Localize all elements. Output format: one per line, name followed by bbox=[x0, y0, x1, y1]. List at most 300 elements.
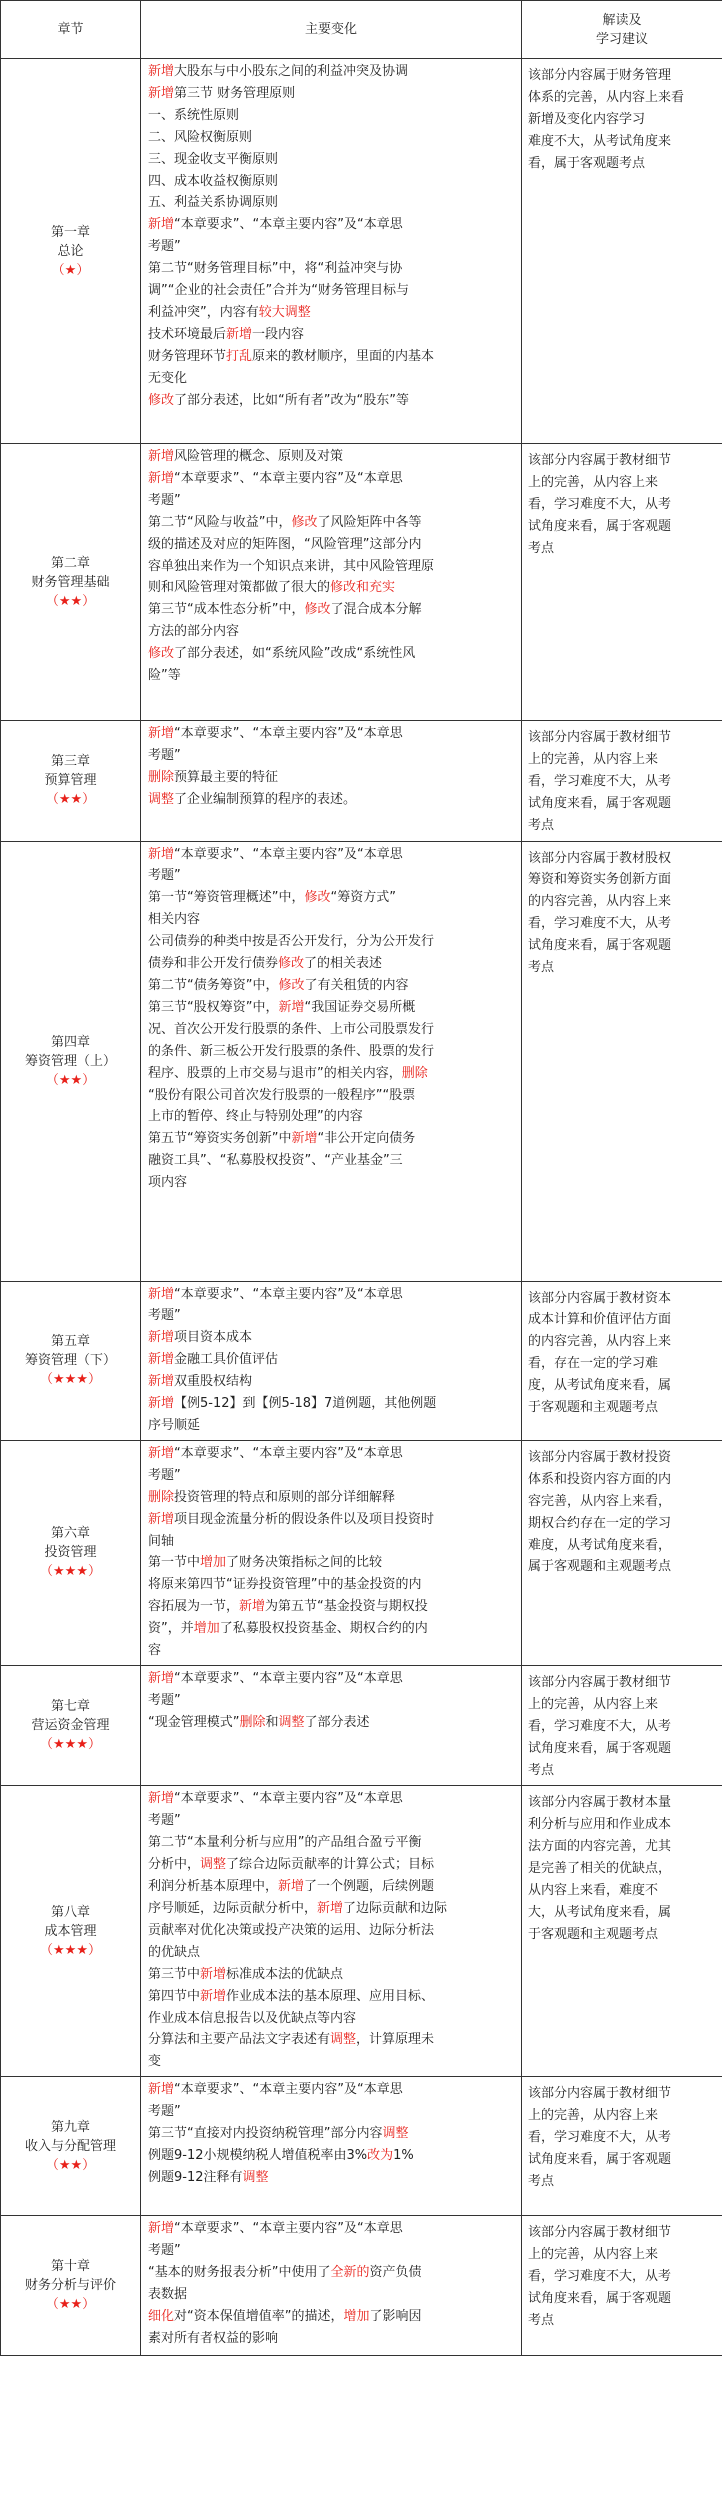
changes-cell bbox=[141, 841, 522, 1281]
change-keyword: 新增 bbox=[200, 1988, 227, 2004]
importance-stars: （★） bbox=[51, 262, 90, 278]
change-line bbox=[148, 887, 516, 909]
change-line bbox=[148, 236, 516, 258]
change-text: “本章要求”、“本章主要内容”及“本章思 bbox=[174, 1445, 403, 1461]
advice-line: 试角度来看，属于客观题 bbox=[528, 795, 672, 811]
change-text: 了有关租赁的内容 bbox=[304, 977, 409, 993]
advice-line: 考点 bbox=[528, 2173, 555, 2189]
change-text: 表数据 bbox=[148, 2286, 188, 2302]
change-line bbox=[148, 1832, 516, 1854]
change-line bbox=[148, 2306, 516, 2328]
change-line bbox=[148, 975, 516, 997]
advice-line: 考点 bbox=[528, 2312, 555, 2328]
changes-cell bbox=[141, 721, 522, 842]
change-line bbox=[148, 577, 516, 599]
table-row bbox=[1, 444, 722, 721]
table-row bbox=[1, 1440, 722, 1665]
change-text: 考题” bbox=[148, 747, 181, 763]
change-text: 例题9-12注释有 bbox=[148, 2169, 243, 2185]
chapter-title: 第五章 bbox=[50, 1334, 90, 1350]
change-text: 三、现金收支平衡原则 bbox=[148, 151, 279, 167]
change-line bbox=[148, 1415, 516, 1437]
change-line bbox=[148, 1920, 516, 1942]
advice-line: 看，学习难度不大，从考 bbox=[528, 916, 672, 932]
change-line bbox=[148, 2218, 516, 2240]
change-line bbox=[148, 534, 516, 556]
change-text: 第二节“债务筹资”中， bbox=[148, 977, 279, 993]
change-text: 考题” bbox=[148, 868, 181, 884]
changes-cell bbox=[141, 1786, 522, 2077]
change-line bbox=[148, 1019, 516, 1041]
change-text: 间轴 bbox=[148, 1533, 175, 1549]
advice-line: 于客观题和主观题考点 bbox=[528, 1926, 659, 1942]
advice-line: 上的完善，从内容上来 bbox=[528, 474, 659, 490]
change-text: 了私募股权投资基金、期权合约的内 bbox=[219, 1621, 428, 1637]
change-line bbox=[148, 1509, 516, 1531]
change-line bbox=[148, 643, 516, 665]
change-text: 四、成本收益权衡原则 bbox=[148, 173, 279, 189]
changes-cell bbox=[141, 2077, 522, 2216]
advice-line: 该部分内容属于教材资本 bbox=[528, 1290, 672, 1306]
advice-line: 看，属于客观题考点 bbox=[528, 155, 646, 171]
advice-line: 难度不大，从考试角度来 bbox=[528, 133, 672, 149]
change-text: 第三节 财务管理原则 bbox=[174, 85, 296, 101]
change-line bbox=[148, 83, 516, 105]
change-keyword: 新增 bbox=[200, 1966, 227, 1982]
advice-line: 看，学习难度不大，从考 bbox=[528, 773, 672, 789]
change-keyword: 新增 bbox=[148, 1511, 175, 1527]
header-advice-line: 解读及 bbox=[602, 12, 642, 28]
change-text: 无变化 bbox=[148, 370, 188, 386]
change-text: 一、系统性原则 bbox=[148, 107, 240, 123]
advice-line: 从内容上来看，难度不 bbox=[528, 1883, 659, 1899]
advice-line: 看，学习难度不大，从考 bbox=[528, 1718, 672, 1734]
change-text: 了部分表述，如“系统风险”改成“系统性风 bbox=[174, 646, 416, 662]
change-keyword: 新增 bbox=[278, 1879, 305, 1895]
advice-line: 该部分内容属于教材细节 bbox=[528, 2086, 672, 2102]
change-text: 第四节中 bbox=[148, 1988, 201, 2004]
change-line bbox=[148, 324, 516, 346]
changes-cell bbox=[141, 2216, 522, 2356]
change-text: 考题” bbox=[148, 239, 181, 255]
change-line bbox=[148, 105, 516, 127]
change-text: 考题” bbox=[148, 1813, 181, 1829]
chapter-cell bbox=[1, 444, 141, 721]
change-line bbox=[148, 723, 516, 745]
change-text: 一段内容 bbox=[252, 326, 305, 342]
chapter-title: 第四章 bbox=[50, 1034, 90, 1050]
change-line bbox=[148, 1788, 516, 1810]
change-line bbox=[148, 149, 516, 171]
change-keyword: 新增 bbox=[148, 726, 175, 741]
change-line bbox=[148, 931, 516, 953]
change-text: 第一节中 bbox=[148, 1555, 201, 1571]
change-text: 容拓展为一节， bbox=[148, 1599, 240, 1615]
advice-cell bbox=[522, 1786, 722, 2077]
change-line bbox=[148, 1690, 516, 1712]
advice-line: 上的完善，从内容上来 bbox=[528, 2247, 659, 2263]
advice-line: 该部分内容属于教材股权 bbox=[528, 850, 672, 866]
advice-line: 于客观题和主观题考点 bbox=[528, 1400, 659, 1416]
change-line bbox=[148, 1284, 516, 1306]
chapter-cell bbox=[1, 1786, 141, 2077]
change-text: 考题” bbox=[148, 1692, 181, 1708]
advice-line: 该部分内容属于教材细节 bbox=[528, 1674, 672, 1690]
header-changes: 主要变化 bbox=[141, 1, 522, 59]
change-keyword: 改为 bbox=[367, 2147, 394, 2163]
advice-line: 筹资和筹资实务创新方面 bbox=[528, 872, 672, 888]
change-line bbox=[148, 1986, 516, 2008]
advice-line: 体系的完善，从内容上来看 bbox=[528, 89, 685, 105]
chapter-title: 营运资金管理 bbox=[31, 1718, 110, 1734]
chapter-title: 第七章 bbox=[50, 1699, 90, 1715]
table-row bbox=[1, 1665, 722, 1786]
change-text: 对“资本保值增值率”的描述， bbox=[174, 2308, 344, 2324]
change-line bbox=[148, 258, 516, 280]
change-keyword: 新增 bbox=[148, 1352, 175, 1368]
change-line bbox=[148, 865, 516, 887]
change-text: 第三节“直接对内投资纳税管理”部分内容 bbox=[148, 2126, 383, 2142]
advice-cell bbox=[522, 1665, 722, 1786]
change-keyword: 新增 bbox=[148, 2221, 175, 2237]
change-line bbox=[148, 2328, 516, 2350]
change-line bbox=[148, 953, 516, 975]
chapter-title: 第八章 bbox=[50, 1904, 90, 1920]
change-keyword: 修改 bbox=[148, 392, 175, 408]
advice-line: 考点 bbox=[528, 960, 555, 976]
table-row bbox=[1, 721, 722, 842]
change-text: 将原来第四节“证券投资管理”中的基金投资的内 bbox=[148, 1577, 422, 1593]
change-keyword: 较大调整 bbox=[258, 304, 311, 320]
change-keyword: 新增 bbox=[148, 1374, 175, 1390]
change-line bbox=[148, 1531, 516, 1553]
change-text: “本章要求”、“本章主要内容”及“本章思 bbox=[174, 217, 403, 233]
change-keyword: 细化 bbox=[148, 2308, 175, 2324]
advice-line: 看，存在一定的学习难 bbox=[528, 1356, 659, 1372]
change-keyword: 新增 bbox=[148, 1670, 175, 1686]
advice-line: 上的完善，从内容上来 bbox=[528, 2108, 659, 2124]
change-text: 项目资本成本 bbox=[174, 1330, 253, 1346]
change-keyword: 修改 bbox=[291, 514, 318, 530]
change-text: “股份有限公司首次发行股票的一般程序”“股票 bbox=[148, 1087, 416, 1103]
change-line bbox=[148, 1596, 516, 1618]
change-line bbox=[148, 1810, 516, 1832]
change-keyword: 新增 bbox=[226, 326, 253, 342]
change-text: 素对所有者权益的影响 bbox=[148, 2330, 279, 2346]
advice-cell bbox=[522, 2216, 722, 2356]
change-text: 考题” bbox=[148, 492, 181, 508]
advice-line: 期权合约存在一定的学习 bbox=[528, 1515, 672, 1531]
importance-stars: （★★★） bbox=[40, 1737, 101, 1753]
change-line bbox=[148, 1712, 516, 1734]
change-text: 第三节中 bbox=[148, 1966, 201, 1982]
chapter-title: 第三章 bbox=[50, 754, 90, 770]
advice-line: 该部分内容属于财务管理 bbox=[528, 68, 672, 83]
change-line bbox=[148, 2145, 516, 2167]
change-line bbox=[148, 909, 516, 931]
change-text: 程序、股票的上市交易与退市”的相关内容， bbox=[148, 1065, 402, 1081]
change-text: 债券和非公开发行债券 bbox=[148, 956, 279, 972]
change-text: 调”“企业的社会责任”合并为“财务管理目标与 bbox=[148, 283, 409, 299]
change-text: “非公开定向债务 bbox=[317, 1131, 416, 1147]
change-line bbox=[148, 2167, 516, 2189]
change-keyword: 修改 bbox=[278, 956, 305, 972]
change-keyword: 新增 bbox=[148, 2082, 175, 2098]
change-text: 了部分表述，比如“所有者”改为“股东”等 bbox=[174, 392, 409, 408]
change-line bbox=[148, 2101, 516, 2123]
change-text: 利益冲突”，内容有 bbox=[148, 304, 259, 320]
change-line bbox=[148, 1574, 516, 1596]
change-line bbox=[148, 2051, 516, 2073]
change-line bbox=[148, 61, 516, 83]
header-chapter: 章节 bbox=[1, 1, 141, 59]
change-line bbox=[148, 1552, 516, 1574]
changes-cell bbox=[141, 1281, 522, 1440]
change-text: 方法的部分内容 bbox=[148, 624, 240, 640]
change-text: 分析中， bbox=[148, 1857, 201, 1873]
change-keyword: 新增 bbox=[148, 1791, 175, 1807]
importance-stars: （★★★） bbox=[40, 1372, 101, 1388]
change-line bbox=[148, 1465, 516, 1487]
change-text: 则和风险管理对策都做了很大的 bbox=[148, 580, 331, 596]
chapter-title: 第九章 bbox=[50, 2119, 90, 2135]
advice-line: 法方面的内容完善，尤其 bbox=[528, 1839, 672, 1855]
change-keyword: 删除 bbox=[148, 769, 175, 785]
advice-line: 难度，从考试角度来看， bbox=[528, 1537, 672, 1553]
change-text: 贡献率对优化决策或投产决策的运用、边际分析法 bbox=[148, 1922, 435, 1938]
chapter-title: 第一章 bbox=[50, 224, 90, 240]
change-keyword: 新增 bbox=[148, 470, 175, 486]
change-text: 相关内容 bbox=[148, 912, 201, 928]
change-keyword: 删除 bbox=[401, 1065, 428, 1081]
change-text: 第三节“股权筹资”中， bbox=[148, 999, 279, 1015]
change-line bbox=[148, 1041, 516, 1063]
change-text: 第二节“财务管理目标”中，将“利益冲突与协 bbox=[148, 261, 403, 277]
advice-line: 该部分内容属于教材本量 bbox=[528, 1795, 672, 1811]
change-text: 金融工具价值评估 bbox=[174, 1352, 279, 1368]
change-text: “本章要求”、“本章主要内容”及“本章思 bbox=[174, 1286, 403, 1302]
changes-cell bbox=[141, 1440, 522, 1665]
importance-stars: （★★） bbox=[45, 792, 96, 808]
change-keyword: 修改和充实 bbox=[330, 580, 396, 596]
change-text: 财务管理环节 bbox=[148, 348, 227, 364]
advice-cell bbox=[522, 2077, 722, 2216]
advice-line: 利分析与应用和作业成本 bbox=[528, 1817, 672, 1833]
chapter-cell bbox=[1, 2216, 141, 2356]
change-text: 序号顺延 bbox=[148, 1417, 201, 1433]
advice-line: 该部分内容属于教材细节 bbox=[528, 453, 672, 468]
importance-stars: （★★） bbox=[45, 2157, 96, 2173]
advice-line: 上的完善，从内容上来 bbox=[528, 1696, 659, 1712]
importance-stars: （★★★） bbox=[40, 1564, 101, 1580]
change-line bbox=[148, 302, 516, 324]
table-row bbox=[1, 1786, 722, 2077]
change-text: 投资管理的特点和原则的部分详细解释 bbox=[174, 1489, 396, 1505]
chapter-title: 预算管理 bbox=[44, 773, 97, 789]
change-text: 二、风险权衡原则 bbox=[148, 129, 253, 145]
change-text: 双重股权结构 bbox=[174, 1374, 253, 1390]
change-line bbox=[148, 1618, 516, 1640]
change-text: 利润分析基本原理中， bbox=[148, 1879, 279, 1895]
change-text: 了企业编制预算的程序的表述。 bbox=[174, 791, 357, 807]
change-text: 融资工具”、“私募股权投资”、“产业基金”三 bbox=[148, 1153, 403, 1169]
chapter-title: 筹资管理（上） bbox=[24, 1053, 116, 1069]
importance-stars: （★★） bbox=[45, 593, 96, 609]
change-text: 考题” bbox=[148, 2104, 181, 2120]
change-text: 为第五节“基金投资与期权投 bbox=[265, 1599, 428, 1615]
change-keyword: 新增 bbox=[148, 1396, 175, 1412]
change-text: 分算法和主要产品法文字表述有 bbox=[148, 2032, 331, 2048]
change-text: 了财务决策指标之间的比较 bbox=[226, 1555, 383, 1571]
change-text: 公司债券的种类中按是否公开发行，分为公开发行 bbox=[148, 934, 435, 950]
advice-line: 考点 bbox=[528, 817, 555, 833]
header-advice bbox=[522, 1, 722, 59]
advice-cell bbox=[522, 841, 722, 1281]
change-text: ，计算原理未 bbox=[356, 2032, 435, 2048]
change-text: 标准成本法的优缺点 bbox=[226, 1966, 344, 1982]
change-text: “本章要求”、“本章主要内容”及“本章思 bbox=[174, 726, 403, 741]
change-text: 原来的教材顺序，里面的内基本 bbox=[252, 348, 435, 364]
change-keyword: 调整 bbox=[382, 2126, 409, 2142]
change-text: 容 bbox=[148, 1643, 162, 1659]
change-text: 了的相关表述 bbox=[304, 956, 383, 972]
advice-line: 容完善，从内容上来看， bbox=[528, 1493, 672, 1509]
advice-line: 新增及变化内容学习 bbox=[528, 111, 646, 127]
change-line bbox=[148, 490, 516, 512]
advice-cell bbox=[522, 1440, 722, 1665]
advice-line: 考点 bbox=[528, 540, 555, 556]
change-line bbox=[148, 1668, 516, 1690]
change-text: “现金管理模式” bbox=[148, 1714, 240, 1730]
change-text: 序号顺延，边际贡献分析中， bbox=[148, 1901, 318, 1916]
change-line bbox=[148, 2123, 516, 2145]
change-keyword: 调整 bbox=[148, 791, 175, 807]
change-line bbox=[148, 368, 516, 390]
change-text: 了影响因 bbox=[369, 2308, 422, 2324]
advice-cell bbox=[522, 721, 722, 842]
change-text: 变 bbox=[148, 2054, 162, 2070]
change-text: 况、首次公开发行股票的条件、上市公司股票发行 bbox=[148, 1021, 435, 1037]
change-keyword: 调整 bbox=[242, 2169, 269, 2185]
change-line bbox=[148, 1063, 516, 1085]
chapter-cell bbox=[1, 721, 141, 842]
chapter-cell bbox=[1, 2077, 141, 2216]
table-row bbox=[1, 59, 722, 444]
advice-line: 该部分内容属于教材细节 bbox=[528, 730, 672, 745]
change-text: 技术环境最后 bbox=[148, 326, 227, 342]
change-line bbox=[148, 1898, 516, 1920]
advice-line: 成本计算和价值评估方面 bbox=[528, 1312, 672, 1328]
change-line bbox=[148, 1964, 516, 1986]
chapter-title: 第二章 bbox=[50, 555, 90, 571]
change-text: 资产负债 bbox=[369, 2265, 422, 2281]
change-text: 【例5-12】到【例5-18】7道例题，其他例题 bbox=[174, 1396, 437, 1412]
advice-line: 属于客观题和主观题考点 bbox=[528, 1559, 672, 1575]
change-keyword: 修改 bbox=[304, 890, 331, 906]
change-keyword: 调整 bbox=[200, 1857, 227, 1873]
change-text: 项目现金流量分析的假设条件以及项目投资时 bbox=[174, 1511, 435, 1527]
change-keyword: 增加 bbox=[193, 1621, 220, 1637]
change-keyword: 新增 bbox=[148, 1445, 175, 1461]
advice-cell bbox=[522, 444, 722, 721]
advice-line: 看，学习难度不大，从考 bbox=[528, 496, 672, 512]
change-line bbox=[148, 468, 516, 490]
change-text: 上市的暂停、终止与特别处理”的内容 bbox=[148, 1109, 363, 1125]
advice-line: 看，学习难度不大，从考 bbox=[528, 2269, 672, 2285]
change-line bbox=[148, 1942, 516, 1964]
change-keyword: 新增 bbox=[148, 846, 175, 862]
chapter-title: 财务分析与评价 bbox=[24, 2278, 116, 2294]
change-keyword: 删除 bbox=[239, 1714, 266, 1730]
chapter-cell bbox=[1, 1665, 141, 1786]
advice-line: 的内容完善，从内容上来 bbox=[528, 894, 672, 910]
change-keyword: 新增 bbox=[148, 1286, 175, 1302]
advice-cell bbox=[522, 59, 722, 444]
advice-line: 试角度来看，属于客观题 bbox=[528, 2151, 672, 2167]
change-line bbox=[148, 1349, 516, 1371]
chapter-title: 财务管理基础 bbox=[31, 574, 110, 590]
header-advice-line: 学习建议 bbox=[595, 31, 648, 47]
header-row bbox=[1, 1, 722, 59]
change-text: “基本的财务报表分析”中使用了 bbox=[148, 2265, 331, 2281]
change-line bbox=[148, 1443, 516, 1465]
change-text: 级的描述及对应的矩阵图，“风险管理”这部分内 bbox=[148, 536, 422, 552]
change-line bbox=[148, 2240, 516, 2262]
importance-stars: （★★★） bbox=[40, 1942, 101, 1958]
change-line bbox=[148, 1305, 516, 1327]
advice-line: 看，学习难度不大，从考 bbox=[528, 2130, 672, 2146]
change-line bbox=[148, 346, 516, 368]
change-text: 大股东与中小股东之间的利益冲突及协调 bbox=[174, 64, 409, 79]
change-line bbox=[148, 390, 516, 412]
change-line bbox=[148, 1085, 516, 1107]
change-text: “本章要求”、“本章主要内容”及“本章思 bbox=[174, 846, 403, 862]
change-line bbox=[148, 1640, 516, 1662]
change-line bbox=[148, 1128, 516, 1150]
advice-line: 试角度来看，属于客观题 bbox=[528, 1740, 672, 1756]
advice-line: 试角度来看，属于客观题 bbox=[528, 938, 672, 954]
change-line bbox=[148, 2284, 516, 2306]
change-text: 的优缺点 bbox=[148, 1944, 201, 1960]
change-line bbox=[148, 280, 516, 302]
change-text: 了风险矩阵中各等 bbox=[317, 514, 422, 530]
change-text: 容单独出来作为一个知识点来讲，其中风险管理原 bbox=[148, 558, 435, 574]
change-line bbox=[148, 745, 516, 767]
change-line bbox=[148, 599, 516, 621]
advice-line: 该部分内容属于教材投资 bbox=[528, 1449, 672, 1465]
advice-cell bbox=[522, 1281, 722, 1440]
change-keyword: 修改 bbox=[148, 646, 175, 662]
change-keyword: 全新的 bbox=[330, 2265, 370, 2281]
change-text: 考题” bbox=[148, 2243, 181, 2259]
advice-line: 度，从考试角度来看，属 bbox=[528, 1378, 672, 1394]
chapter-title: 总论 bbox=[57, 243, 84, 259]
change-text: 的条件、新三板公开发行股票的条件、股票的发行 bbox=[148, 1043, 435, 1059]
change-keyword: 修改 bbox=[304, 602, 331, 618]
change-text: “本章要求”、“本章主要内容”及“本章思 bbox=[174, 470, 403, 486]
change-text: “我国证券交易所概 bbox=[304, 999, 416, 1015]
change-keyword: 新增 bbox=[148, 217, 175, 233]
change-text: 第三节“成本性态分析”中， bbox=[148, 602, 305, 618]
change-text: 了一个例题，后续例题 bbox=[304, 1879, 435, 1895]
change-line bbox=[148, 621, 516, 643]
change-text: “本章要求”、“本章主要内容”及“本章思 bbox=[174, 1791, 403, 1807]
chapter-title: 第十章 bbox=[50, 2259, 90, 2275]
change-keyword: 新增 bbox=[278, 999, 305, 1015]
change-text: 资”，并 bbox=[148, 1621, 194, 1637]
change-text: 了综合边际贡献率的计算公式；目标 bbox=[226, 1857, 435, 1873]
table-row bbox=[1, 2216, 722, 2356]
